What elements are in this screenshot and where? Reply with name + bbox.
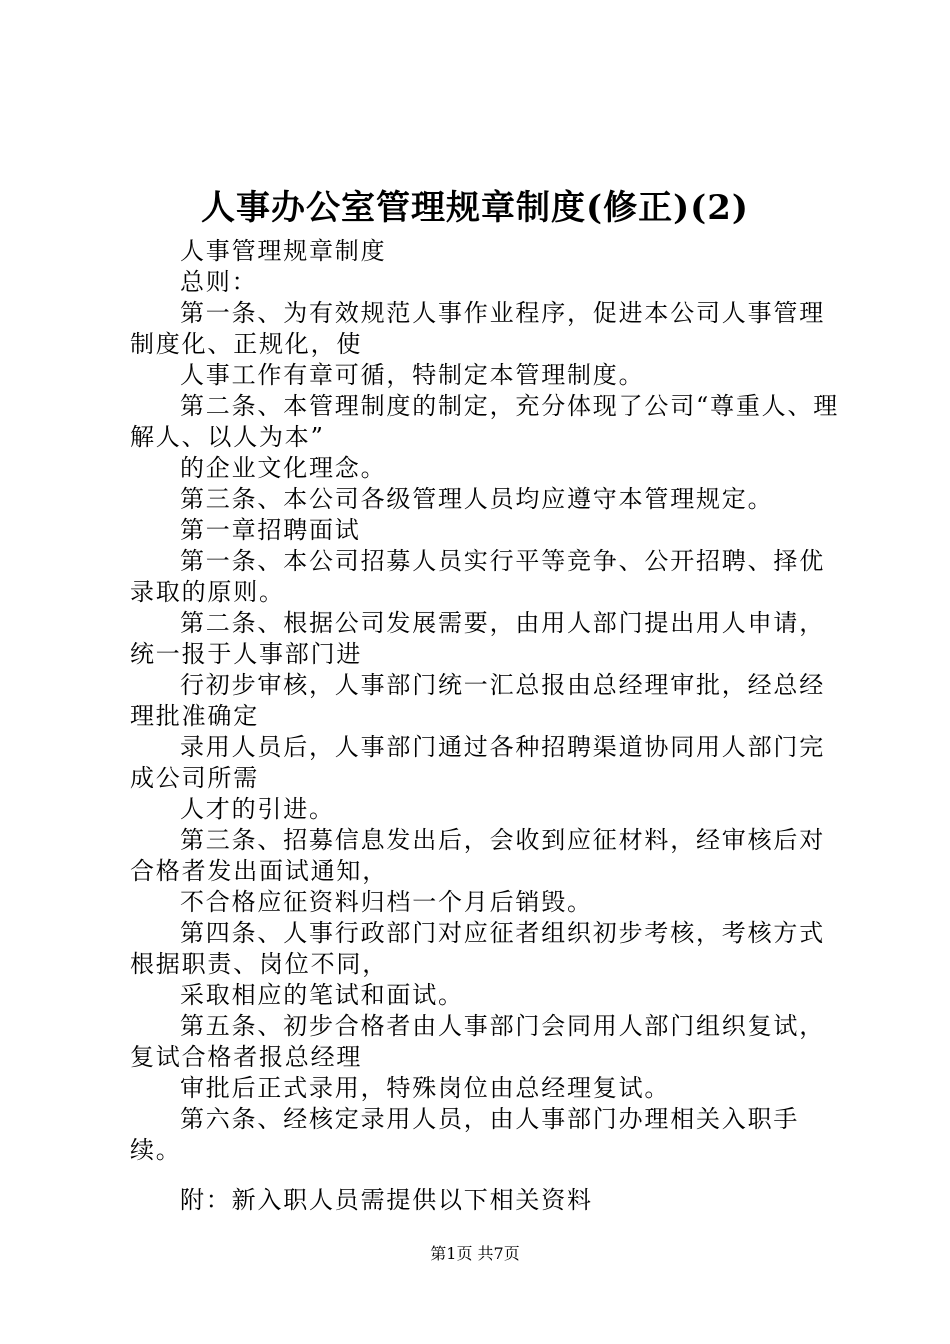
paragraph: 第五条、初步合格者由人事部门会同用人部门组织复试，复试合格者报总经理 [130,1012,825,1071]
paragraph: 第六条、经核定录用人员，由人事部门办理相关入职手续。 [130,1105,800,1164]
paragraph: 第三条、招募信息发出后，会收到应征材料，经审核后对合格者发出面试通知， [130,826,825,885]
paragraph: 第二条、本管理制度的制定，充分体现了公司“尊重人、理解人、以人为本” [130,392,840,451]
paragraph: 第四条、人事行政部门对应征者组织初步考核，考核方式根据职责、岗位不同， [130,919,825,978]
paragraph: 第三条、本公司各级管理人员均应遵守本管理规定。 [180,485,774,513]
paragraph: 人事工作有章可循，特制定本管理制度。 [180,361,645,389]
paragraph: 审批后正式录用，特殊岗位由总经理复试。 [180,1074,671,1102]
paragraph: 人才的引进。 [180,795,335,823]
paragraph: 的企业文化理念。 [180,454,387,482]
paragraph: 总则： [180,268,258,296]
paragraph: 行初步审核，人事部门统一汇总报由总经理审批，经总经理批准确定 [130,671,825,730]
page-number: 第1页 共7页 [430,1244,520,1263]
paragraph: 第一条、本公司招募人员实行平等竞争、公开招聘、择优录取的原则。 [130,547,825,606]
paragraph: 第一章招聘面试 [180,516,361,544]
paragraph: 第二条、根据公司发展需要，由用人部门提出用人申请，统一报于人事部门进 [130,609,825,668]
paragraph: 录用人员后，人事部门通过各种招聘渠道协同用人部门完成公司所需 [130,733,825,792]
paragraph: 第一条、为有效规范人事作业程序，促进本公司人事管理制度化、正规化，使 [130,299,825,358]
paragraph: 采取相应的笔试和面试。 [180,981,464,1009]
document-title: 人事办公室管理规章制度(修正)(2) [200,188,749,228]
paragraph: 不合格应征资料归档一个月后销毁。 [180,888,593,916]
document-body [130,236,842,1216]
paragraph: 附：新入职人员需提供以下相关资料 [180,1186,593,1214]
paragraph: 人事管理规章制度 [180,237,387,265]
